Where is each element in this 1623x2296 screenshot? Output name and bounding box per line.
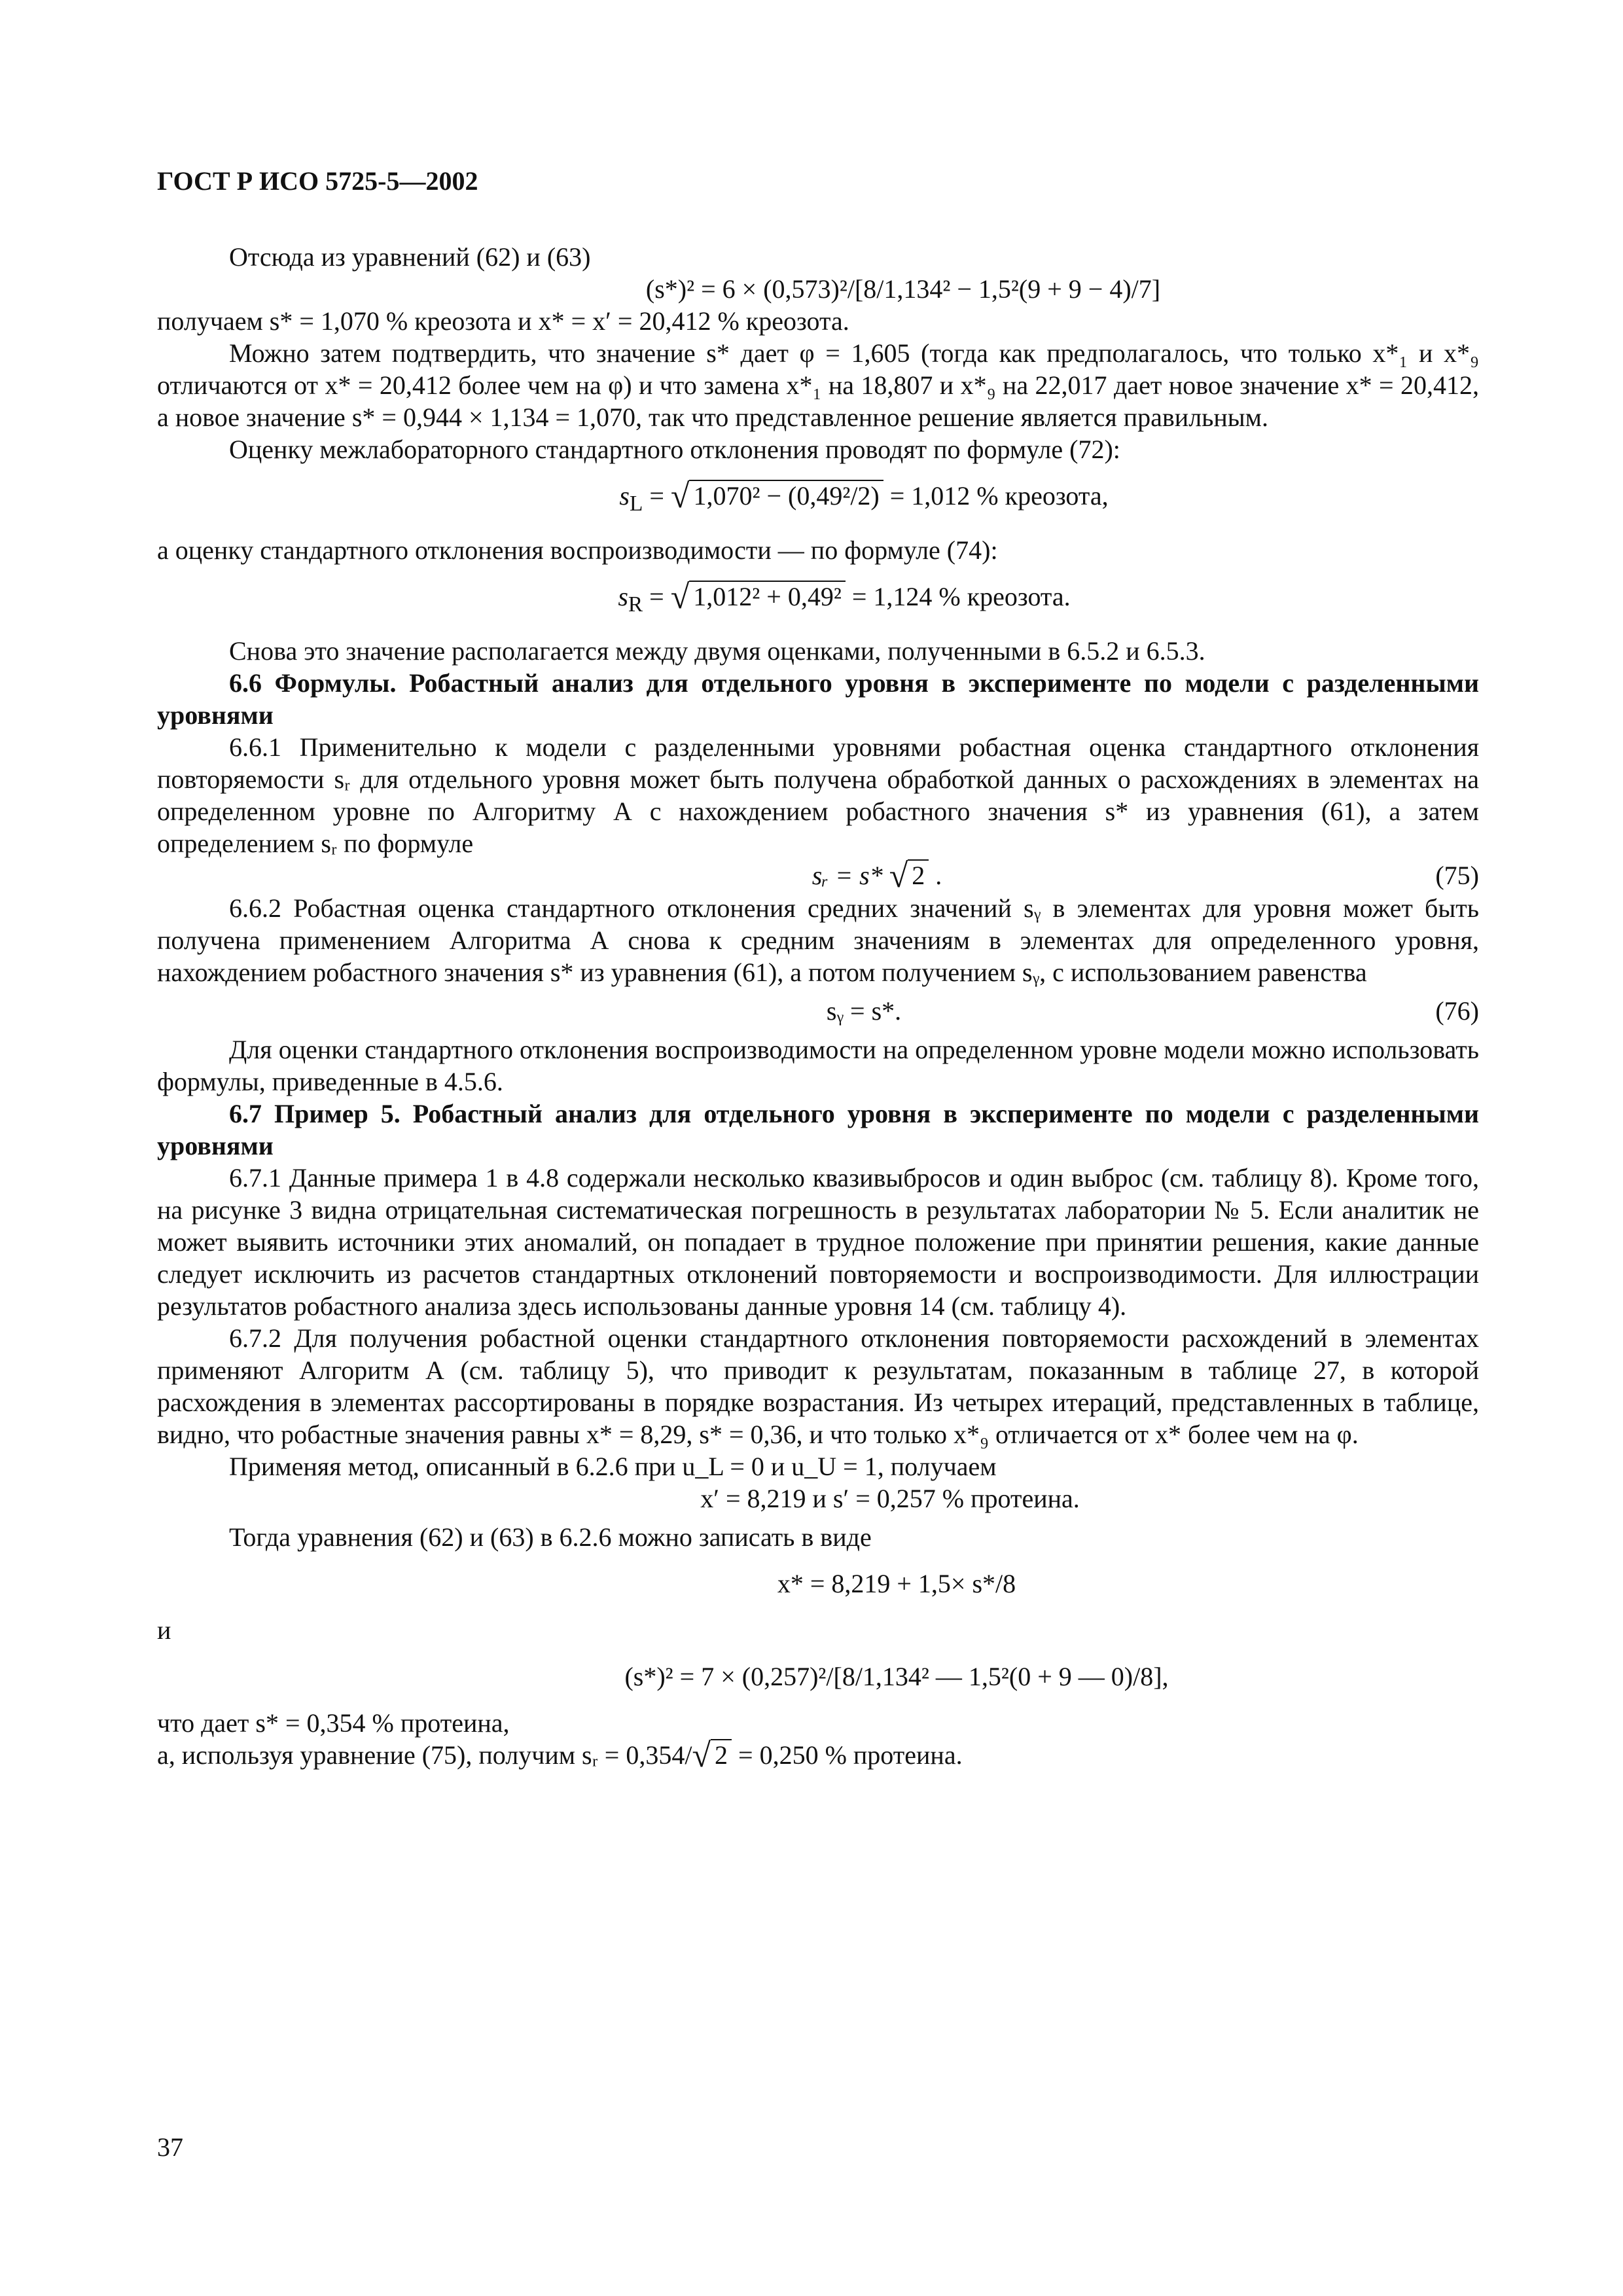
paragraph: 6.6.1 Применительно к модели с разделенными уровнями робастная оценка стандартного отклонения повторяемости sᵣ для отдельного уровня может быть получена обработкой данных о расхождениях в элементах на определенном уровне по Алгоритму А с нахождением робастного значения s* из уравнения (61), а затем определением sᵣ по формуле bbox=[157, 732, 1479, 858]
equation-76 bbox=[157, 995, 1479, 1027]
paragraph-final bbox=[157, 1739, 1479, 1772]
eq-lhs: sᵣ = s* bbox=[812, 861, 889, 890]
equation-x-star: x* = 8,219 + 1,5× s*/8 bbox=[777, 1569, 1016, 1598]
paragraph: Тогда уравнения (62) и (63) в 6.2.6 можно записать в виде bbox=[229, 1522, 872, 1552]
document-page bbox=[157, 0, 1479, 2296]
paragraph: Можно затем подтвердить, что значение s* дает φ = 1,605 (тогда как предполагалось, что только x*₁ и x*₉ отличаются от x* = 20,412 более чем на φ) и что замена x*₁ на 18,807 и x*₉ на 22,017 дает новое значение x* = 20,412, а новое значение s* = 0,944 × 1,134 = 1,070, так что представленное решение является правильным. bbox=[157, 338, 1479, 432]
eq-var: s bbox=[619, 481, 630, 511]
paragraph: Оценку межлабораторного стандартного отклонения проводят по формуле (72): bbox=[229, 435, 1120, 464]
document-body bbox=[157, 241, 1479, 1772]
radicand: 2 bbox=[908, 859, 929, 891]
radicand: 1,012² + 0,49² bbox=[689, 581, 846, 612]
text: а, используя уравнение (75), получим sᵣ = 0,354/ bbox=[157, 1740, 692, 1770]
equation-number: (76) bbox=[1435, 996, 1479, 1026]
paragraph: 6.7.2 Для получения робастной оценки стандартного отклонения повторяемости расхождений в элементах применяют Алгоритм А (см. таблицу 5), что приводит к результатам, показанным в таблице 27, в которой расхождения в элементах рассортированы в порядке возрастания. Из четырех итераций, представленных в таблице, видно, что робастные значения равны x* = 8,29, s* = 0,36, и что только x*₉ отличается от x* более чем на φ. bbox=[157, 1323, 1479, 1449]
text: = 0,250 % протеина. bbox=[732, 1740, 963, 1770]
equation-75 bbox=[157, 857, 1479, 895]
equation-number: (75) bbox=[1435, 861, 1479, 890]
sqrt-icon: √ bbox=[670, 478, 690, 515]
equation-63: (s*)² = 6 × (0,573)²/[8/1,134² − 1,5²(9 + 9 − 4)/7] bbox=[645, 274, 1161, 304]
paragraph: а оценку стандартного отклонения воспроизводимости — по формуле (74): bbox=[157, 535, 998, 565]
page-number: 37 bbox=[157, 2132, 183, 2162]
paragraph: получаем s* = 1,070 % креозота и x* = x′ = 20,412 % креозота. bbox=[157, 306, 849, 336]
eq-var: s bbox=[618, 582, 628, 611]
paragraph: Снова это значение располагается между двумя оценками, полученными в 6.5.2 и 6.5.3. bbox=[229, 636, 1205, 666]
paragraph: Для оценки стандартного отклонения воспроизводимости на определенном уровне модели можно использовать формулы, приведенные в 4.5.6. bbox=[157, 1035, 1479, 1096]
equation-x-prime: x′ = 8,219 и s′ = 0,257 % протеина. bbox=[700, 1484, 1080, 1513]
paragraph: Отсюда из уравнений (62) и (63) bbox=[229, 242, 591, 272]
sqrt-icon: √ bbox=[670, 579, 690, 616]
paragraph: Применяя метод, описанный в 6.2.6 при u_L = 0 и u_U = 1, получаем bbox=[229, 1452, 997, 1481]
equation-sr: $s_R$ = √ 1,012² + 0,49² = 1,124 % креозота. bbox=[618, 579, 1071, 617]
sqrt-icon: √ bbox=[692, 1737, 711, 1774]
document-header: ГОСТ Р ИСО 5725-5—2002 bbox=[157, 166, 478, 196]
eq-rhs: = 1,124 % креозота. bbox=[845, 582, 1071, 611]
paragraph: 6.6.2 Робастная оценка стандартного отклонения средних значений sᵧ в элементах для уровня может быть получена применением Алгоритма А снова к средним значениям в элементах для определенного уровня, нахождением робастного значения s* из уравнения (61), а потом получением sᵧ, с использованием равенства bbox=[157, 893, 1479, 987]
radicand: 2 bbox=[711, 1739, 732, 1770]
equation-sl: $s_L$ = √ 1,070² − (0,49²/2) = 1,012 % креозота, bbox=[619, 478, 1109, 516]
eq-body: sᵧ = s*. bbox=[826, 996, 902, 1026]
eq-rhs: = 1,012 % креозота, bbox=[883, 481, 1109, 511]
section-heading-6-7: 6.7 Пример 5. Робастный анализ для отдельного уровня в эксперименте по модели с разделенными уровнями bbox=[157, 1099, 1479, 1160]
equation-s-star: (s*)² = 7 × (0,257)²/[8/1,134² — 1,5²(0 + 9 — 0)/8], bbox=[624, 1662, 1169, 1691]
radicand: 1,070² − (0,49²/2) bbox=[689, 480, 883, 511]
eq-sub: L bbox=[629, 492, 643, 516]
section-heading-6-6: 6.6 Формулы. Робастный анализ для отдельного уровня в эксперименте по модели с разделенными уровнями bbox=[157, 668, 1479, 730]
sqrt-icon: √ bbox=[889, 857, 908, 895]
paragraph: 6.7.1 Данные примера 1 в 4.8 содержали несколько квазивыбросов и один выброс (см. таблицу 8). Кроме того, на рисунке 3 видна отрицательная систематическая погрешность в результатах лаборатории № 5. Если аналитик не может выявить источники этих аномалий, он попадает в трудное положение при принятии решения, какие данные следует исключить из расчетов стандартных отклонений повторяемости и воспроизводимости. Для иллюстрации результатов робастного анализа здесь использованы данные уровня 14 (см. таблицу 4). bbox=[157, 1163, 1479, 1321]
paragraph: что дает s* = 0,354 % протеина, bbox=[157, 1708, 510, 1738]
eq-sub: R bbox=[628, 592, 643, 617]
paragraph: и bbox=[157, 1615, 171, 1645]
eq-tail: . bbox=[929, 861, 942, 890]
